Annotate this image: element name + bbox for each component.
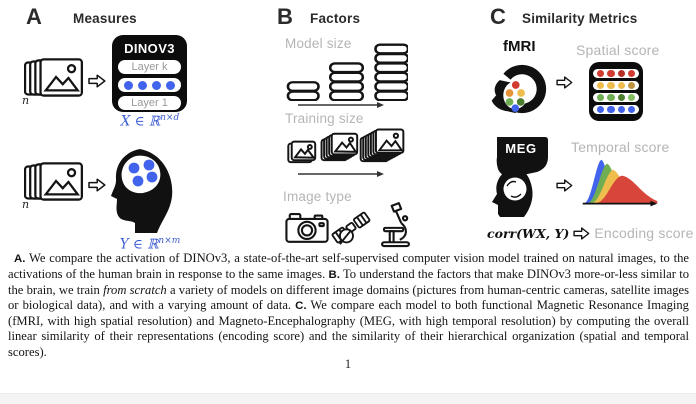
fmri-label: fMRI xyxy=(503,38,536,55)
temporal-distributions-icon xyxy=(579,153,663,208)
dinov3-title: DINOV3 xyxy=(124,41,175,56)
increase-arrow-icon xyxy=(297,170,385,178)
flow-arrow-icon xyxy=(88,74,106,88)
n-count-label: n xyxy=(22,198,30,211)
images-stack-icon xyxy=(24,52,86,104)
camera-icon xyxy=(285,211,329,244)
layer-1-label: Layer 1 xyxy=(131,96,168,109)
spatial-score-dot xyxy=(618,106,625,113)
factor-training-size-label: Training size xyxy=(285,111,364,126)
spatial-score-label: Spatial score xyxy=(576,42,660,58)
page-number: 1 xyxy=(344,357,352,371)
layer-1-pill xyxy=(118,96,181,110)
spatial-score-dot xyxy=(597,106,604,113)
activation-dot xyxy=(124,81,133,90)
caption-b-text-2: a variety of models on different image domains (pictures from human-centric cameras, satellite images or biological data), and with a varying amount of data. xyxy=(8,283,690,313)
spatial-score-dot xyxy=(607,94,614,101)
spatial-score-dot xyxy=(597,82,604,89)
flow-arrow-icon xyxy=(556,179,573,192)
flow-arrow-icon xyxy=(88,178,106,192)
spatial-score-dot xyxy=(628,106,635,113)
x-equation: X ∈ ℝ$^{n\times d}$ xyxy=(120,113,180,130)
spatial-score-row xyxy=(593,81,639,91)
model-size-stacks-icon xyxy=(286,42,408,101)
spatial-score-grid xyxy=(589,62,643,121)
dinov3-model-box xyxy=(112,35,187,112)
panel-c-label: C xyxy=(490,4,506,29)
brain-head-icon xyxy=(106,146,178,234)
layer-k-label: Layer k xyxy=(131,60,168,73)
flow-arrow-icon xyxy=(573,227,590,240)
spatial-score-row xyxy=(593,105,639,115)
activation-dot xyxy=(166,81,175,90)
layer-k-pill xyxy=(118,60,181,74)
n-count-label: n xyxy=(22,94,30,107)
figure-caption xyxy=(8,251,689,360)
caption-b-label: B. xyxy=(328,269,340,282)
panel-a-label: A xyxy=(26,4,42,29)
spatial-score-row xyxy=(593,93,639,103)
activation-dot xyxy=(152,81,161,90)
caption-c-text: We compare each model to both functional Magnetic Resonance Imaging (fMRI, with high spatial resolution) and Magneto-Encephalography (MEG, with high temporal resolution) by computing the overall linear similarity of their representations (encoding score) and the similarity of their hierarchical organization (spatial and temporal scores). xyxy=(8,298,689,359)
factor-image-type-label: Image type xyxy=(283,189,352,204)
encoding-score-row xyxy=(487,225,694,241)
spatial-score-row xyxy=(593,69,639,79)
activation-dot xyxy=(138,81,147,90)
increase-arrow-icon xyxy=(297,101,385,109)
caption-b-italic: from scratch xyxy=(103,283,167,298)
temporal-score-label: Temporal score xyxy=(571,139,670,155)
spatial-score-dot xyxy=(618,82,625,89)
encoding-formula: corr(WX, Y) xyxy=(487,225,570,241)
panel-c-title: Similarity Metrics xyxy=(522,11,638,26)
images-stack-icon xyxy=(24,156,86,208)
microscope-icon xyxy=(379,202,412,248)
factor-model-size-label: Model size xyxy=(285,36,352,51)
panel-b-label: B xyxy=(277,4,293,29)
spatial-score-dot xyxy=(628,70,635,77)
panel-b-title: Factors xyxy=(310,11,361,26)
fmri-scanner-icon xyxy=(489,55,555,123)
training-size-stacks-icon xyxy=(286,124,408,169)
spatial-score-dot xyxy=(607,82,614,89)
caption-c-label: C. xyxy=(295,300,307,313)
spatial-score-dot xyxy=(607,70,614,77)
spatial-score-dot xyxy=(597,70,604,77)
flow-arrow-icon xyxy=(556,76,573,89)
spatial-score-dot xyxy=(628,94,635,101)
activation-dots-pill xyxy=(118,78,181,92)
spatial-score-dot xyxy=(607,106,614,113)
panel-a-title: Measures xyxy=(73,11,137,26)
page-bottom-edge xyxy=(0,393,696,404)
encoding-score-label: Encoding score xyxy=(594,225,694,241)
caption-a-label: A. xyxy=(14,253,26,265)
meg-label: MEG xyxy=(505,141,537,156)
caption-a-text: We compare the activation of DINOv3, a state-of-the-art self-supervised computer vision model trained on natural images, to the activations of the human brain in response to the same images. xyxy=(8,251,689,282)
spatial-score-dot xyxy=(618,70,625,77)
spatial-score-dot xyxy=(597,94,604,101)
y-equation: Y ∈ ℝ$^{n\times m}$ xyxy=(119,236,181,253)
caption-b-text: To understand the factors that make DINOv3 more-or-less similar to the brain, we train xyxy=(8,267,689,298)
spatial-score-dot xyxy=(618,94,625,101)
satellite-icon xyxy=(330,205,376,248)
spatial-score-dot xyxy=(628,82,635,89)
